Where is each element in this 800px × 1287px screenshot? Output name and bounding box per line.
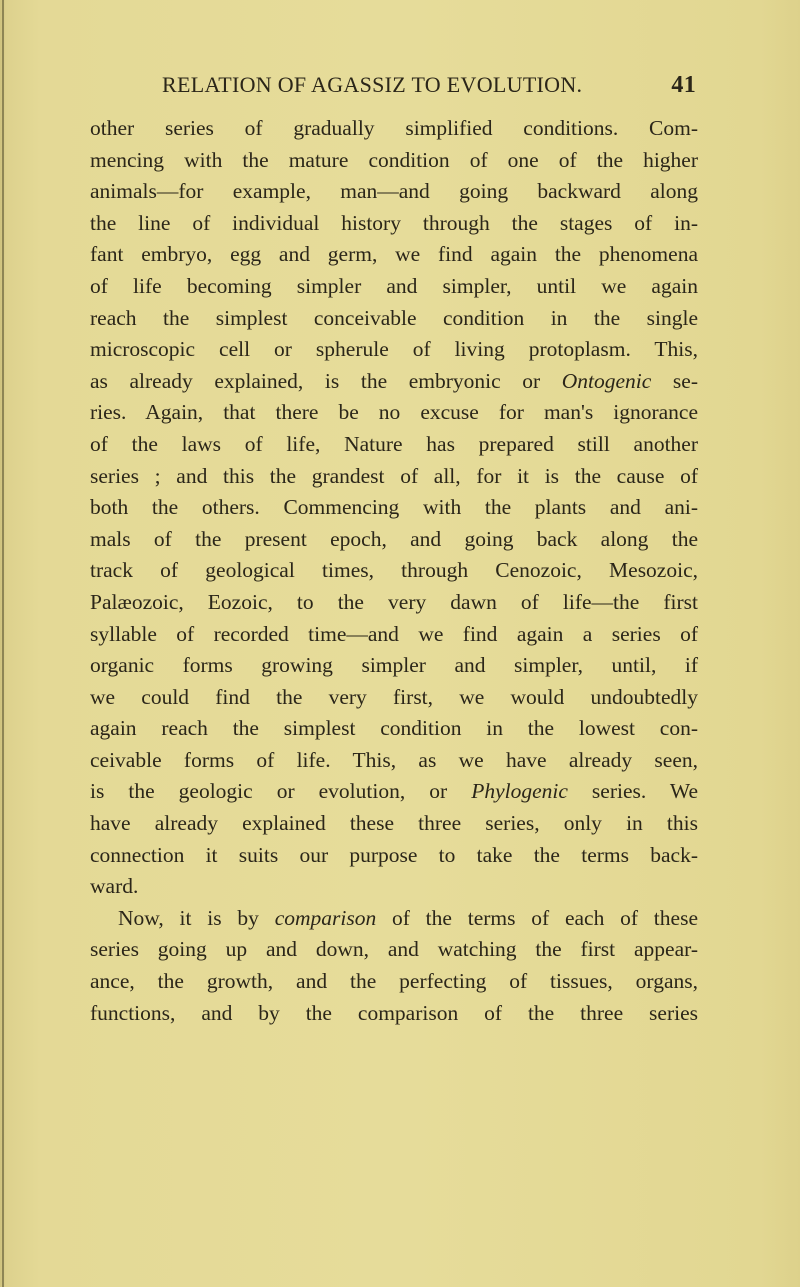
italic-term: comparison	[274, 905, 377, 930]
line-text: the line of individual history through the stages of in-	[90, 210, 698, 235]
line-text: Now, it is by	[118, 905, 275, 930]
line-text: series. We	[567, 779, 699, 804]
text-line	[90, 808, 698, 840]
line-text: we could find the very first, we would undoubtedly	[90, 684, 698, 709]
text-line	[90, 840, 698, 872]
line-text: of the terms of each of these	[376, 905, 698, 930]
text-line	[90, 587, 698, 619]
line-text: ward.	[90, 874, 139, 899]
line-text: mals of the present epoch, and going back along the	[90, 526, 698, 551]
text-line	[90, 397, 698, 429]
italic-term: Ontogenic	[561, 368, 652, 393]
text-line	[90, 366, 698, 398]
line-text: functions, and by the comparison of the three series	[90, 1000, 698, 1025]
text-line	[90, 998, 698, 1030]
text-line	[90, 934, 698, 966]
line-text: series ; and this the grandest of all, for it is the cause of	[90, 463, 698, 488]
page-number: 41	[671, 72, 696, 98]
text-line	[90, 145, 698, 177]
text-line	[90, 871, 698, 903]
line-text: of life becoming simpler and simpler, until we again	[90, 273, 698, 298]
line-text: animals—for example, man—and going backward along	[90, 179, 698, 204]
line-text: series going up and down, and watching the first appear-	[90, 937, 698, 962]
line-text: ance, the growth, and the perfecting of tissues, organs,	[90, 969, 698, 994]
text-line	[90, 966, 698, 998]
text-line	[90, 524, 698, 556]
text-line	[90, 619, 698, 651]
italic-term: Phylogenic	[471, 779, 568, 804]
text-line	[90, 650, 698, 682]
line-text: of the laws of life, Nature has prepared still another	[90, 431, 698, 456]
line-text: syllable of recorded time—and we find again a series of	[90, 621, 698, 646]
line-text: mencing with the mature condition of one of the higher	[90, 147, 698, 172]
line-text: connection it suits our purpose to take the terms back-	[90, 842, 698, 867]
text-line	[90, 303, 698, 335]
text-line	[90, 271, 698, 303]
running-header	[162, 72, 696, 99]
line-text: again reach the simplest condition in the lowest con-	[90, 716, 698, 741]
line-text: as already explained, is the embryonic or	[90, 368, 562, 393]
line-text: microscopic cell or spherule of living protoplasm. This,	[90, 337, 698, 362]
line-text: is the geologic or evolution, or	[90, 779, 472, 804]
text-line	[90, 113, 698, 145]
line-text: reach the simplest conceivable condition in the single	[90, 305, 698, 330]
line-text: Palæozoic, Eozoic, to the very dawn of life—the first	[90, 589, 698, 614]
text-line	[90, 429, 698, 461]
text-line	[90, 334, 698, 366]
text-line	[90, 461, 698, 493]
text-line	[90, 776, 698, 808]
text-line	[90, 555, 698, 587]
text-line	[90, 903, 698, 935]
line-text: have already explained these three series, only in this	[90, 811, 698, 836]
line-text: both the others. Commencing with the plants and ani-	[90, 495, 698, 520]
text-line	[90, 176, 698, 208]
line-text: se-	[651, 368, 698, 393]
text-line	[90, 208, 698, 240]
text-line	[90, 745, 698, 777]
running-title: RELATION OF AGASSIZ TO EVOLUTION.	[162, 72, 583, 97]
body-text	[90, 113, 698, 1029]
line-text: ceivable forms of life. This, as we have already seen,	[90, 747, 698, 772]
text-line	[90, 492, 698, 524]
page-binding-edge	[2, 0, 4, 1287]
line-text: ries. Again, that there be no excuse for man's ignorance	[90, 400, 698, 425]
text-line	[90, 682, 698, 714]
line-text: fant embryo, egg and germ, we find again the phenomena	[90, 242, 698, 267]
line-text: track of geological times, through Cenozoic, Mesozoic,	[90, 558, 698, 583]
line-text: organic forms growing simpler and simpler, until, if	[90, 653, 698, 678]
text-line	[90, 239, 698, 271]
line-text: other series of gradually simplified conditions. Com-	[90, 116, 698, 140]
text-line	[90, 713, 698, 745]
